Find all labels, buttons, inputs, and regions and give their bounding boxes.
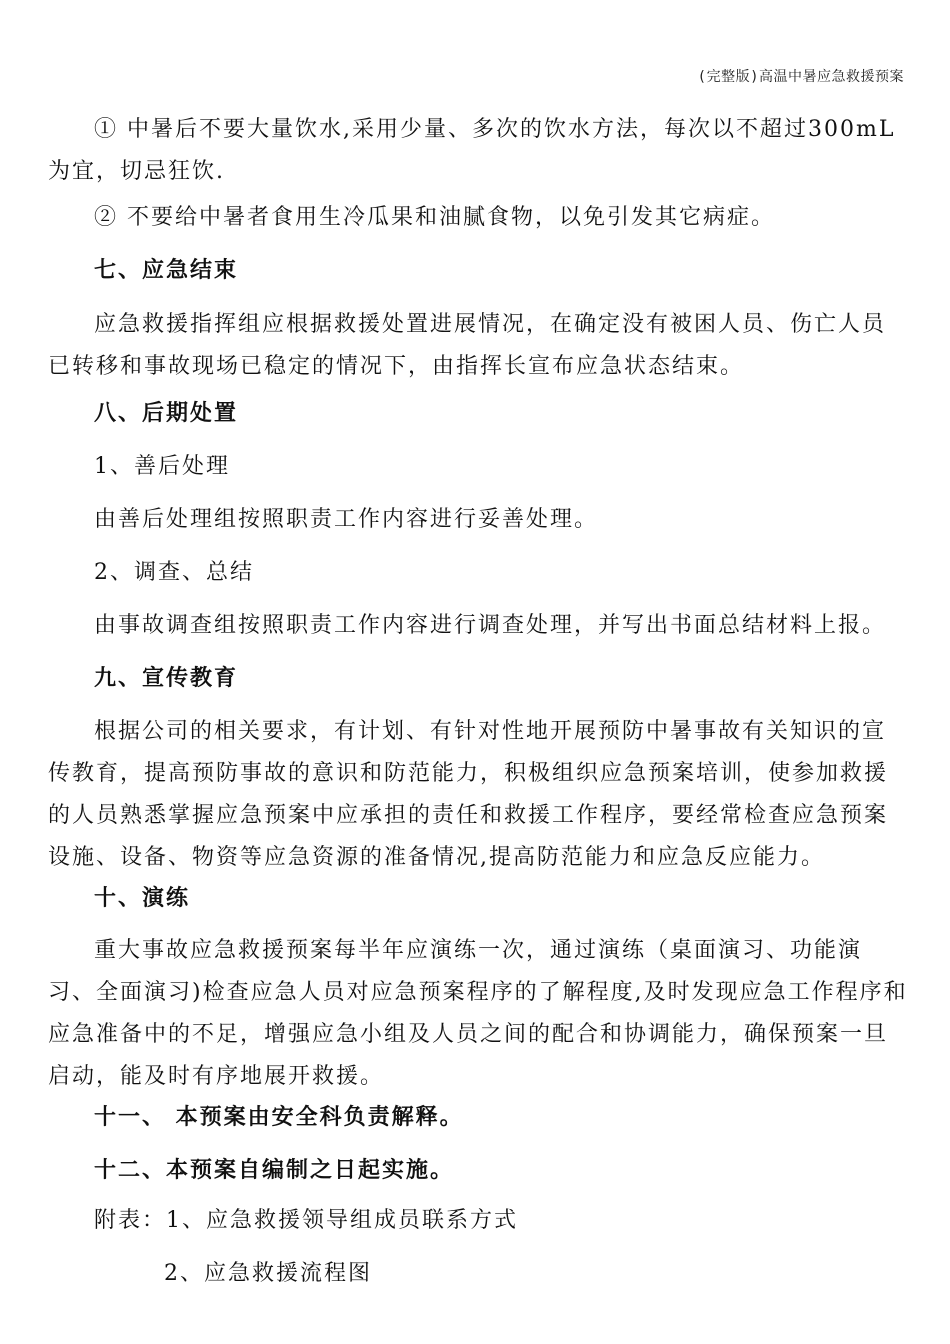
section-12-heading: 十二、本预案自编制之日起实施。: [94, 1158, 455, 1183]
section-7-heading: 七、应急结束: [94, 258, 239, 283]
section-9-body: 根据公司的相关要求，有计划、有针对性地开展预防中暑事故有关知识的宣传教育，提高预防事故的意识和防范能力，积极组织应急预案培训，使参加救援的人员熟悉掌握应急预案中应承担的责任和救援工作程序，要经常检查应急预案设施、设备、物资等应急资源的准备情况,提高防范能力和应急反应能力。: [48, 719, 889, 870]
section-9-heading: 九、宣传教育: [94, 666, 239, 691]
section-8-heading: 八、后期处置: [94, 401, 239, 426]
paragraph-item-2: ② 不要给中暑者食用生冷瓜果和油腻食物，以免引发其它病症。: [94, 205, 775, 230]
section-8-subtitle-2: 2、调查、总结: [94, 560, 254, 585]
section-10-heading: 十、演练: [94, 886, 191, 911]
running-header-title: (完整版)高温中暑应急救援预案: [697, 69, 904, 85]
section-8-body-1: 由善后处理组按照职责工作内容进行妥善处理。: [94, 507, 599, 532]
section-8-subtitle-1: 1、善后处理: [94, 454, 230, 479]
section-7-body: 应急救援指挥组应根据救援处置进展情况，在确定没有被困人员、伤亡人员已转移和事故现场已稳定的情况下，由指挥长宣布应急状态结束。: [48, 312, 887, 379]
paragraph-item-1: ① 中暑后不要大量饮水,采用少量、多次的饮水方法，每次以不超过300mL为宜，切忌狂饮.: [48, 117, 896, 184]
section-10-body: 重大事故应急救援预案每半年应演练一次，通过演练（桌面演习、功能演习、全面演习)检查应急人员对应急预案程序的了解程度,及时发现应急工作程序和应急准备中的不足，增强应急小组及人员之间的配合和协调能力，确保预案一旦启动，能及时有序地展开救援。: [48, 938, 908, 1089]
section-8-body-2: 由事故调查组按照职责工作内容进行调查处理，并写出书面总结材料上报。: [94, 613, 887, 638]
attachments-line-1: 附表：1、应急救援领导组成员联系方式: [94, 1208, 518, 1233]
section-11-heading: 十一、 本预案由安全科负责解释。: [94, 1105, 464, 1130]
attachments-line-2: 2、应急救援流程图: [164, 1261, 372, 1286]
